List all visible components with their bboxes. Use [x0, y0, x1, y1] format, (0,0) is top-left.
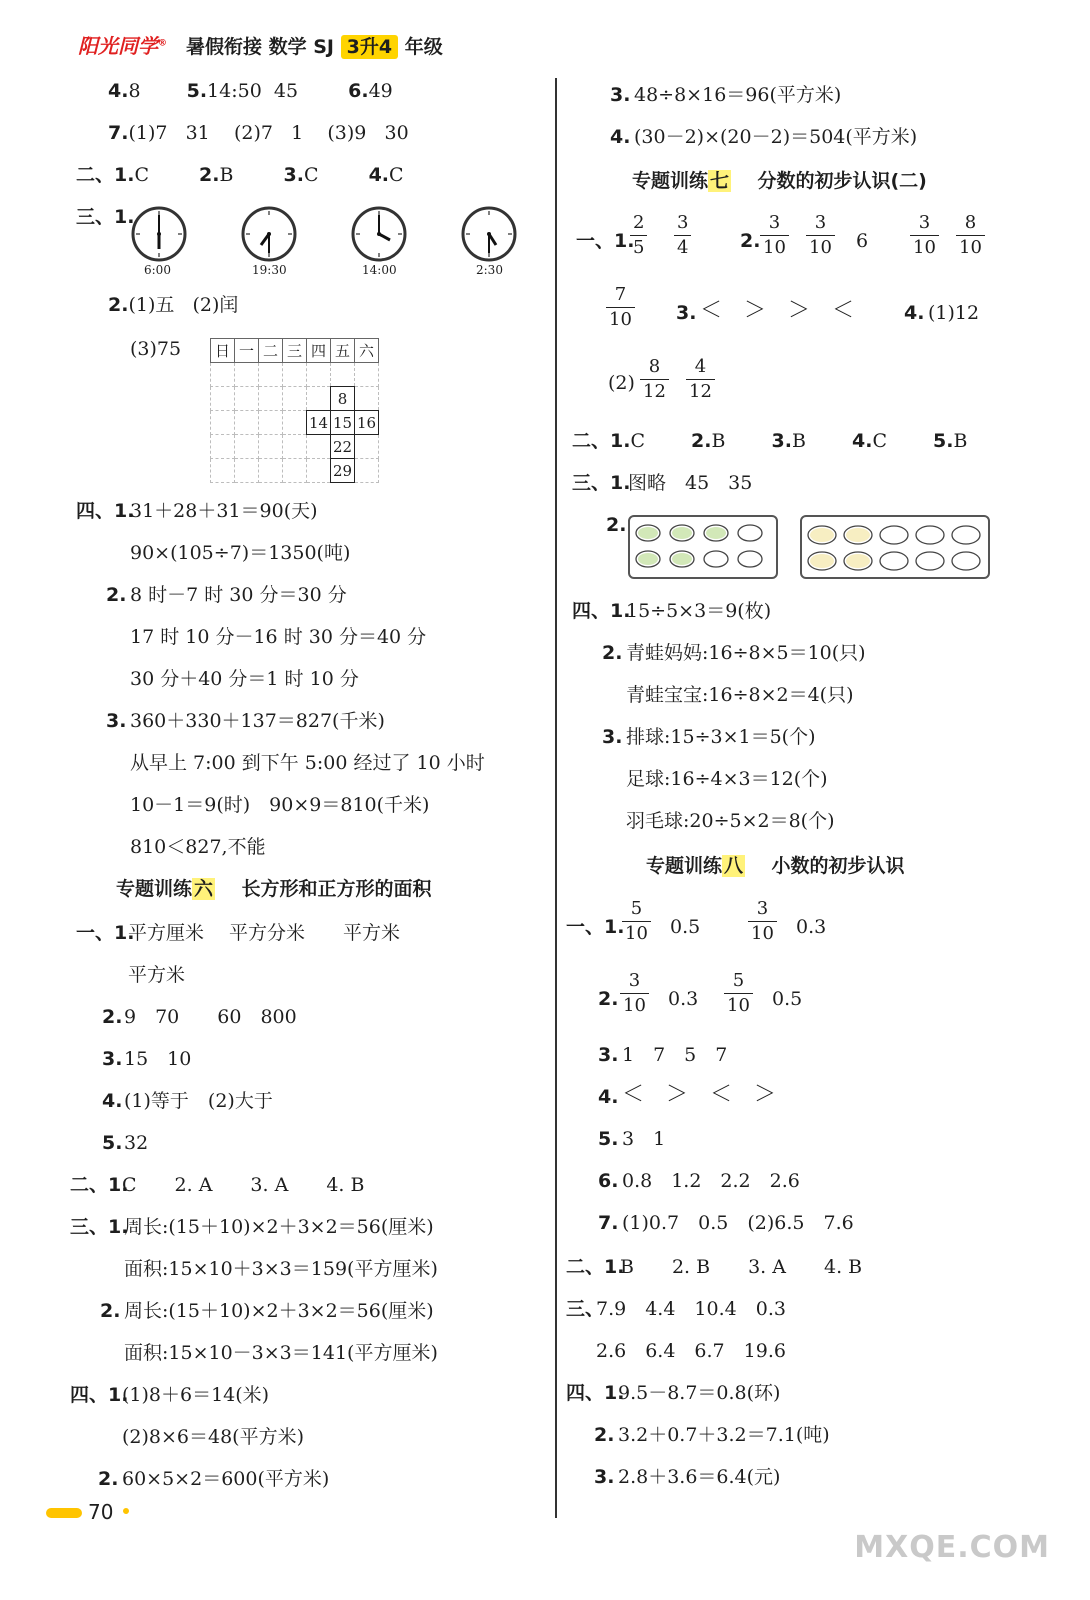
section-label: 四、1. [76, 500, 135, 522]
fraction: $\frac{3}{10}$ [910, 214, 939, 257]
grade-suffix: 年级 [404, 36, 443, 58]
answer-text: 0.5 [772, 988, 803, 1010]
question-num: 7. [598, 1212, 619, 1234]
section-label: 二、1. [70, 1174, 129, 1196]
answer-text: (30－2)×(20－2)＝504(平方米) [634, 126, 918, 148]
answer-text: 面积:15×10＋3×3＝159(平方厘米) [124, 1258, 438, 1280]
fraction: $\frac{8}{12}$ [640, 358, 669, 401]
cal-head: 三 [283, 339, 307, 363]
cal-cell: 22 [331, 435, 355, 459]
answer-line: 二、1.C 2.B 3.B 4.C 5.B [572, 430, 968, 452]
question-num: 2. [598, 988, 619, 1010]
answer-text: ＜ ＞ ＞ ＜ [700, 298, 855, 323]
frog-icon [630, 517, 776, 577]
column-divider [555, 78, 557, 1518]
page-dot-decoration [123, 1508, 129, 1514]
answer-text: B 2. B 3. A 4. B [620, 1256, 863, 1278]
answer-text: 8 时－7 时 30 分＝30 分 [130, 584, 347, 606]
answer-text: 周长:(15＋10)×2＋3×2＝56(厘米) [124, 1300, 434, 1322]
section-label: 二、1. [566, 1256, 625, 1278]
clock-time: 2:30 [476, 263, 503, 277]
calendar-grid [210, 338, 379, 483]
header-title: 暑假衔接 数学 SJ 3升4 年级 [186, 36, 443, 58]
answer-text: (1)8＋6＝14(米) [122, 1384, 270, 1406]
section-label: 三、 [566, 1298, 605, 1320]
grade-badge: 3升4 [341, 35, 398, 59]
clock-time: 19:30 [252, 263, 287, 277]
sheep-icon [802, 517, 988, 577]
answer-text: 平方米 [128, 964, 186, 986]
answer-text: 15÷5×3＝9(枚) [626, 600, 772, 622]
answer-text: C 2. A 3. A 4. B [122, 1174, 365, 1196]
section-label: 一、1. [566, 916, 625, 938]
answer-text: ＜ ＞ ＜ ＞ [622, 1082, 777, 1107]
clock-icon [240, 205, 298, 268]
question-num: 3. [610, 84, 631, 106]
topic-heading: 专题训练 八 小数的初步认识 [646, 855, 905, 877]
clock-time: 6:00 [144, 263, 171, 277]
answer-text: 1 7 5 7 [622, 1044, 728, 1066]
answer-text: 90×(105÷7)＝1350(吨) [130, 542, 351, 564]
answer-text: 31＋28＋31＝90(天) [130, 500, 318, 522]
section-label: 一、1. [76, 922, 135, 944]
question-num: 3. [598, 1044, 619, 1066]
question-num: 2. [102, 1006, 123, 1028]
clock-icon [130, 205, 188, 268]
clock-icon [460, 205, 518, 268]
section-label: 三、1. [572, 472, 631, 494]
question-num: 2. [98, 1468, 119, 1490]
answer-text: (1)等于 (2)大于 [124, 1090, 273, 1112]
answer-text: 9.5－8.7＝0.8(环) [618, 1382, 781, 1404]
clock-icon [350, 205, 408, 268]
cal-head: 四 [307, 339, 331, 363]
answer-text: 17 时 10 分－16 时 30 分＝40 分 [130, 626, 427, 648]
fraction: $\frac{5}{10}$ [622, 900, 651, 943]
answer-text: 3 1 [622, 1128, 666, 1150]
answer-text: 0.3 [668, 988, 699, 1010]
cal-cell: 15 [331, 411, 355, 435]
answer-text: 15 10 [124, 1048, 192, 1070]
question-num: 4. [102, 1090, 123, 1112]
section-label: 三、1. [76, 206, 135, 228]
question-num: 4. [598, 1086, 619, 1108]
answer-label: (2) [608, 372, 635, 394]
fraction: $\frac{7}{10}$ [606, 286, 635, 329]
answer-text: 0.5 [670, 916, 701, 938]
question-num: 5. [102, 1132, 123, 1154]
answer-text: 0.3 [796, 916, 827, 938]
question-num: 6. [598, 1170, 619, 1192]
answer-text: 810＜827,不能 [130, 836, 266, 858]
section-label: 四、1. [572, 600, 631, 622]
fraction: $\frac{3}{10}$ [760, 214, 789, 257]
cal-cell: 8 [331, 387, 355, 411]
answer-text: 10－1＝9(时) 90×9＝810(千米) [130, 794, 430, 816]
answer-line: 4.8 5.14:50 45 6.49 [108, 80, 393, 102]
section-label: 一、1. [576, 230, 635, 252]
answer-text: 2.6 6.4 6.7 19.6 [596, 1340, 786, 1362]
answer-label: (3)75 [130, 338, 182, 360]
answer-text: 羽毛球:20÷5×2＝8(个) [626, 810, 835, 832]
fraction: $\frac{5}{10}$ [724, 972, 753, 1015]
question-num: 5. [598, 1128, 619, 1150]
section-label: 三、1. [70, 1216, 129, 1238]
question-num: 2. [100, 1300, 121, 1322]
question-num: 2. [606, 514, 627, 536]
question-num: 3. [602, 726, 623, 748]
cal-head: 一 [235, 339, 259, 363]
frog-picture-box [628, 515, 778, 579]
page-bar-decoration [46, 1508, 82, 1518]
answer-text: 周长:(15＋10)×2＋3×2＝56(厘米) [124, 1216, 434, 1238]
fraction: $\frac{3}{10}$ [620, 972, 649, 1015]
answer-text: (1)12 [928, 302, 980, 324]
question-num: 2. [594, 1424, 615, 1446]
answer-text: (2)8×6＝48(平方米) [122, 1426, 305, 1448]
answer-text: 32 [124, 1132, 149, 1154]
question-num: 3. [594, 1466, 615, 1488]
answer-text: 青蛙宝宝:16÷8×2＝4(只) [626, 684, 854, 706]
answer-text: 足球:16÷4×3＝12(个) [626, 768, 828, 790]
fraction: $\frac{2}{5}$ [630, 214, 647, 257]
question-num: 3. [676, 302, 697, 324]
answer-text: 3.2＋0.7＋3.2＝7.1(吨) [618, 1424, 830, 1446]
cal-head: 二 [259, 339, 283, 363]
cal-cell: 14 [307, 411, 331, 435]
answer-text: 青蛙妈妈:16÷8×5＝10(只) [626, 642, 866, 664]
fraction: $\frac{4}{12}$ [686, 358, 715, 401]
cal-head: 五 [331, 339, 355, 363]
answer-text: 48÷8×16＝96(平方米) [634, 84, 842, 106]
watermark: MXQE.COM [854, 1530, 1050, 1565]
answer-text: 7.9 4.4 10.4 0.3 [596, 1298, 786, 1320]
answer-line: 二、1.C 2.B 3.C 4.C [76, 164, 404, 186]
answer-text: 60×5×2＝600(平方米) [122, 1468, 330, 1490]
question-num: 2. [602, 642, 623, 664]
cal-head: 六 [355, 339, 379, 363]
cal-head: 日 [211, 339, 235, 363]
answer-text: 0.8 1.2 2.2 2.6 [622, 1170, 800, 1192]
question-num: 2. [106, 584, 127, 606]
answer-text: 6 [856, 230, 869, 252]
fraction: $\frac{8}{10}$ [956, 214, 985, 257]
answer-text: (1)0.7 0.5 (2)6.5 7.6 [622, 1212, 854, 1234]
answer-text: 排球:15÷3×1＝5(个) [626, 726, 816, 748]
clock-time: 14:00 [362, 263, 397, 277]
question-num: 3. [102, 1048, 123, 1070]
answer-text: 2.8＋3.6＝6.4(元) [618, 1466, 781, 1488]
fraction: $\frac{3}{4}$ [674, 214, 691, 257]
answer-text: 30 分＋40 分＝1 时 10 分 [130, 668, 359, 690]
question-num: 3. [106, 710, 127, 732]
topic-heading: 专题训练 六 长方形和正方形的面积 [116, 878, 432, 900]
answer-text: 360＋330＋137＝827(千米) [130, 710, 385, 732]
fraction: $\frac{3}{10}$ [806, 214, 835, 257]
answer-line: 7.(1)7 31 (2)7 1 (3)9 30 [108, 122, 409, 144]
answer-line: 2.(1)五 (2)闰 [108, 294, 239, 316]
question-num: 4. [610, 126, 631, 148]
answer-text: 9 70 60 800 [124, 1006, 297, 1028]
cal-cell: 29 [331, 459, 355, 483]
answer-text: 图略 45 35 [628, 472, 753, 494]
fraction: $\frac{3}{10}$ [748, 900, 777, 943]
answer-text: 平方厘米 平方分米 平方米 [128, 922, 401, 944]
page-number: 70 [88, 1500, 114, 1524]
topic-heading: 专题训练 七 分数的初步认识(二) [632, 170, 927, 192]
question-num: 4. [904, 302, 925, 324]
logo: 阳光同学® [78, 34, 167, 58]
section-label: 四、1. [566, 1382, 625, 1404]
question-num: 2. [740, 230, 761, 252]
sheep-picture-box [800, 515, 990, 579]
cal-cell: 16 [355, 411, 379, 435]
section-label: 四、1. [70, 1384, 129, 1406]
answer-text: 面积:15×10－3×3＝141(平方厘米) [124, 1342, 438, 1364]
answer-text: 从早上 7:00 到下午 5:00 经过了 10 小时 [130, 752, 485, 774]
